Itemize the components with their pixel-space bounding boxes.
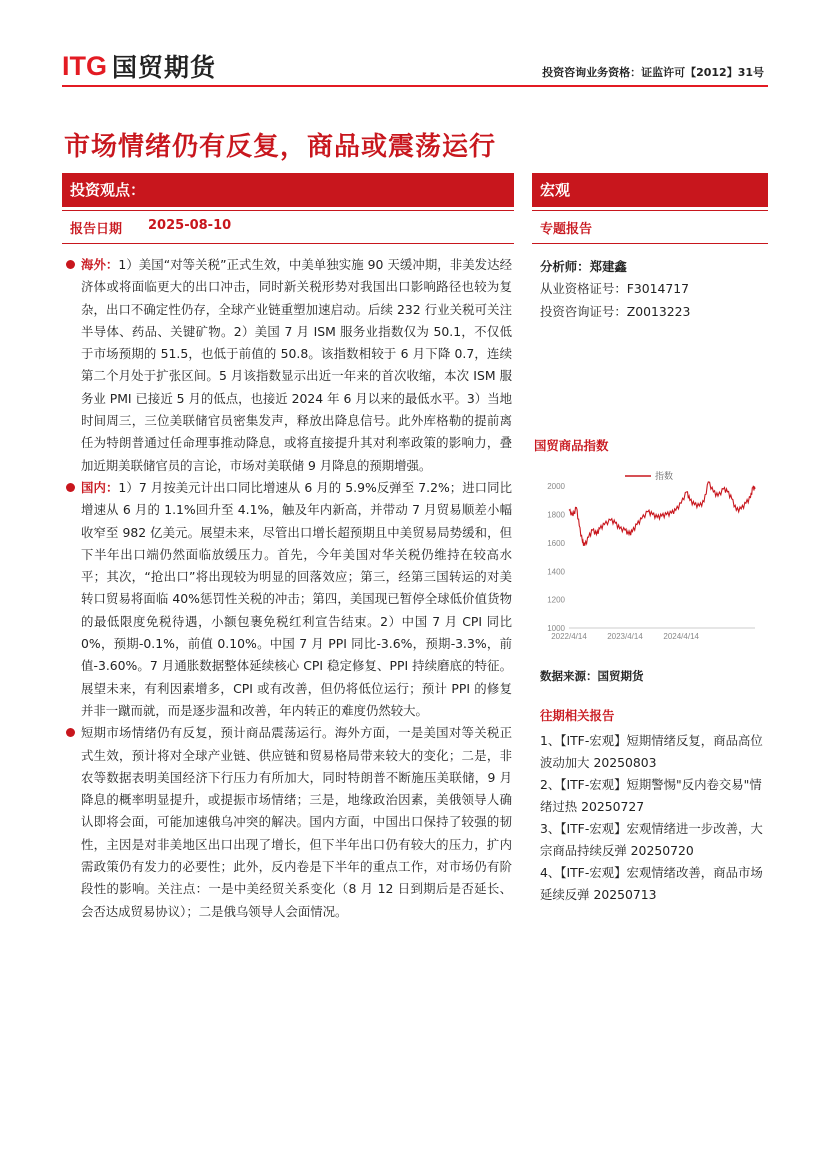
related-reports-list xyxy=(540,730,768,906)
header-divider xyxy=(62,85,768,87)
category-bar: 宏观 xyxy=(532,173,768,207)
chart-title: 国贸商品指数 xyxy=(534,438,609,453)
report-date: 2025-08-10 xyxy=(148,218,232,233)
bullet-icon xyxy=(66,483,75,492)
paragraph-heading: 海外： xyxy=(81,257,119,272)
analyst-label: 分析师： xyxy=(540,259,590,274)
report-title: 市场情绪仍有反复，商品或震荡运行 xyxy=(64,132,497,162)
related-report-item[interactable]: 3、【ITF-宏观】宏观情绪进一步改善，大宗商品持续反弹 20250720 xyxy=(540,821,763,858)
related-reports-title: 往期相关报告 xyxy=(540,708,615,723)
paragraph-text: 1）7 月按美元计出口同比增速从 6 月的 5.9%反弹至 7.2%；进口同比增速从 6 月的 1.1%回升至 4.1%，触及年内新高，并带动 7 月贸易顺差小幅收窄至 982 亿美元。展望未来，尽管出口增长超预期且中美贸易局势缓和，但下半年出口端仍然面临放缓压力。首先，今年美国对华关税仍维持在较高水平；其次，“抢出口”将出现较为明显的回落效应；第三，经第三国转运的对美转口贸易将面临 40%惩罚性关税的冲击；第四，美国现已暂停全球低价值货物的最低限度免税待遇，小额包裹免税红利宣告结束。2）中国 7 月 CPI 同比 0%，预期-0.1%，前值 0.10%。中国 7 月 PPI 同比-3.6%，预期-3.3%，前值-3.60%。7 月通胀数据整体延续核心 CPI 稳定修复、PPI 持续磨底的特征。展望未来，有利因素增多，CPI 或有改善，但仍将低位运行；预计 PPI 的修复并非一蹴而就，而是逐步温和改善，年内转正的难度仍然较大。 xyxy=(81,479,513,718)
related-report-item[interactable]: 4、【ITF-宏观】宏观情绪改善，商品市场延续反弹 20250713 xyxy=(540,865,763,902)
y-tick-label: 2000 xyxy=(547,482,565,492)
y-tick-label: 1400 xyxy=(547,567,565,577)
license-text: 投资咨询业务资格：证监许可【2012】31号 xyxy=(542,66,764,79)
y-tick-label: 1600 xyxy=(547,538,565,548)
x-tick-label: 2024/4/14 xyxy=(663,632,699,641)
y-tick-label: 1800 xyxy=(547,510,565,520)
analyst-row xyxy=(540,256,690,278)
x-tick-label: 2022/4/14 xyxy=(551,632,587,641)
logo-company-name: 国贸期货 xyxy=(112,53,217,82)
date-divider xyxy=(62,243,514,244)
paragraph-summary xyxy=(66,722,512,923)
index-series-line xyxy=(569,482,755,546)
report-type: 专题报告 xyxy=(540,222,593,237)
logo-itg: ITG xyxy=(62,50,107,81)
report-date-label: 报告日期 xyxy=(70,222,123,237)
paragraph-text: 1）美国“对等关税”正式生效，中美单独实施 90 天缓冲期，非美发达经济体或将面临更大的出口冲击，同时新关税形势对我国出口影响路径也较为复杂，出口不确定性仍存，全球产业链重塑加速启动。后续 232 行业关税可关注半导体、药品、关键矿物。2）美国 7 月 ISM 服务业指数仅为 50.1，不仅低于市场预期的 51.5，也低于前值的 50.8。该指数相较于 6 月下降 0.7，连续第二个月处于扩张区间。5 月该指数显示出近一年来的首次收缩，本次 ISM 服务业 PMI 已接近 5 月的低点，也接近 2024 年 6 月以来的最低水平。3）当地时间周三，三位美联储官员密集发声，释放出降息信号。此外库格勒的提前离任为特朗普通过任命理事推动降息，或将直接提升其对利率政策的影响力，叠加近期美联储官员的言论，市场对美联储 9 月降息的预期增强。 xyxy=(81,257,512,473)
y-tick-label: 1000 xyxy=(547,624,565,633)
related-report-item[interactable]: 2、【ITF-宏观】短期警惕"反内卷交易"情绪过热 20250727 xyxy=(540,777,762,814)
investment-view-bar: 投资观点： xyxy=(62,173,514,207)
report-date-row xyxy=(70,218,231,237)
x-tick-label: 2023/4/14 xyxy=(607,632,643,641)
main-content xyxy=(66,254,512,923)
paragraph-overseas xyxy=(66,254,512,477)
paragraph-text: 短期市场情绪仍有反复，预计商品震荡运行。海外方面，一是美国对等关税正式生效，预计将对全球产业链、供应链和贸易格局带来较大的变化；二是，非农等数据表明美国经济下行压力有所加大，同时特朗普不断施压美联储，9 月降息的概率明显提升，或提振市场情绪；三是，地缘政治因素，美俄领导人确认即将会面，可能加速俄乌冲突的解决。国内方面，中国出口保持了较强的韧性，主因是对非美地区出口出现了增长，但下半年出口仍有较大的压力，扩内需政策仍有发力的必要性；此外，反内卷是下半年的重点工作，对市场仍有阶段性的影响。关注点：一是中美经贸关系变化（8 月 12 日到期后是否延长、会否达成贸易协议）；二是俄乌领导人会面情况。 xyxy=(81,725,512,919)
data-source: 数据来源：国贸期货 xyxy=(540,669,644,683)
bullet-icon xyxy=(66,728,75,737)
related-report-item[interactable]: 1、【ITF-宏观】短期情绪反复，商品高位波动加大 20250803 xyxy=(540,733,763,770)
commodity-index-chart xyxy=(533,462,768,650)
legend-label: 指数 xyxy=(655,472,674,482)
topic-divider xyxy=(532,243,768,244)
analyst-cert-2: 投资咨询证号：Z0013223 xyxy=(540,303,691,319)
brand-logo xyxy=(62,48,216,84)
paragraph-heading: 国内： xyxy=(81,479,119,495)
analyst-name: 郑建鑫 xyxy=(589,259,627,274)
paragraph-domestic xyxy=(66,477,512,722)
y-tick-label: 1200 xyxy=(547,595,565,605)
bullet-icon xyxy=(66,260,75,269)
analyst-info xyxy=(540,256,690,323)
analyst-cert-1: 从业资格证号：F3014717 xyxy=(540,281,690,297)
